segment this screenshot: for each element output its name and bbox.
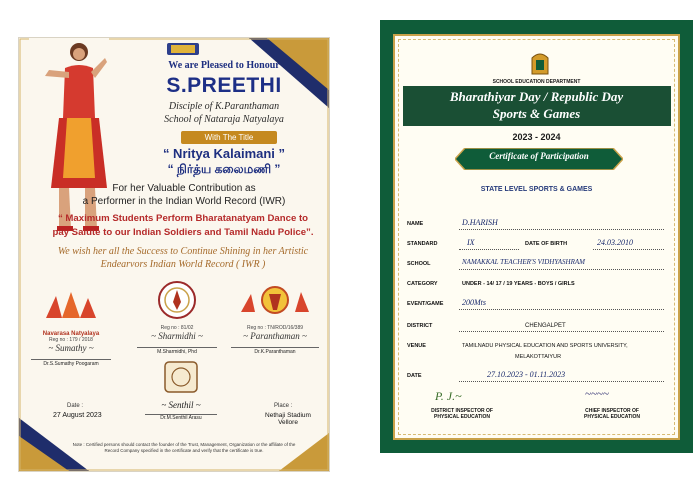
seal-logo-block: [137, 280, 217, 355]
sig-line: PHYSICAL EDUCATION: [584, 414, 640, 420]
event-label: EVENT/GAME: [407, 301, 444, 307]
date-label: Date :: [67, 403, 84, 409]
venue-value: TAMILNADU PHYSICAL EDUCATION AND SPORTS UNIVERSITY,: [462, 343, 628, 349]
dotted-line: [459, 269, 664, 270]
event-title: [395, 88, 678, 122]
navarasa-logo: [36, 288, 106, 326]
disciple-line: Disciple of K.Paranthaman: [168, 101, 280, 112]
signature-district-inspector: P. J.~: [435, 389, 462, 403]
signatory-name: Dr.K.Paranthaman: [231, 347, 319, 355]
signature-2: ~ Sharmidhi ~: [151, 331, 203, 341]
department-text: SCHOOL EDUCATION DEPARTMENT: [492, 79, 581, 85]
signature-chief-inspector: ~~~~: [585, 388, 609, 400]
contribution-line: a Performer in the Indian World Record (IWR): [82, 196, 286, 207]
sig-line: PHYSICAL EDUCATION: [434, 414, 490, 420]
place-line: Vellore: [278, 419, 298, 426]
record-line: pay Salute to our Indian Soldiers and Tamil Nadu Police”.: [52, 227, 314, 238]
standard-label: STANDARD: [407, 241, 438, 247]
logo-caption: Navarasa Natyalaya: [42, 331, 100, 337]
nataraja-logo: [237, 284, 313, 320]
place-line: Nethaji Stadium: [265, 412, 311, 419]
date-label: DATE: [407, 373, 422, 379]
dance-seal-icon: [157, 280, 197, 320]
dob-label: DATE OF BIRTH: [525, 241, 568, 247]
iwr-certificate: [18, 37, 330, 472]
nataraja-logo-block: [231, 284, 319, 355]
contribution-text: [39, 182, 329, 208]
tamilnadu-emblem-icon: [528, 48, 552, 76]
academic-year: 2023 - 2024: [512, 132, 561, 142]
dotted-line: [593, 249, 664, 250]
record-text: [33, 212, 330, 240]
award-title-english: “ Nritya Kalaimani ”: [162, 146, 286, 161]
honour-text: We are Pleased to Honour: [168, 60, 280, 71]
event-row: [407, 298, 667, 312]
logo-reg: Reg no : 81/02: [160, 325, 194, 331]
certificate-inner: [393, 34, 680, 440]
school-row: [407, 258, 667, 272]
logo-reg: Reg no : TN/ROD/16/389: [246, 325, 304, 331]
name-value: D.HARISH: [462, 218, 498, 227]
school-label: SCHOOL: [407, 261, 431, 267]
name-row: [407, 218, 667, 232]
place-label: Place :: [274, 403, 293, 409]
title-bar: With The Title: [181, 131, 277, 144]
logo-reg: Reg no : 179 / 2018: [49, 337, 93, 343]
dotted-line: [459, 229, 664, 230]
iwr-logo: [165, 41, 201, 57]
level-text: STATE LEVEL SPORTS & GAMES: [480, 186, 593, 193]
event-value: 200Mts: [462, 298, 486, 307]
wish-line: We wish her all the Success to Continue Shining in her Artistic: [57, 246, 309, 257]
award-title-tamil: “ நிர்த்ய கலைமணி ”: [167, 162, 281, 176]
place-value: [263, 412, 313, 426]
note-line: Note : Certified persons should contact the founder of the Trust, Management, Organization or the affiliate of the: [72, 442, 296, 447]
category-label: CATEGORY: [407, 281, 438, 287]
district-value: CHENGALPET: [525, 323, 566, 329]
category-row: [407, 278, 667, 292]
title-line: Sports & Games: [492, 106, 581, 121]
center-signatory: Dr.M.Senthil Arasu: [145, 414, 217, 421]
district-label: DISTRICT: [407, 323, 433, 329]
chief-inspector-label: [567, 408, 657, 420]
dotted-line: [459, 249, 519, 250]
signatory-name: M.Sharmidhi, Phd: [137, 347, 217, 355]
dob-value: 24.03.2010: [597, 238, 633, 247]
center-signature: ~ Senthil ~: [161, 400, 201, 410]
navarasa-logo-block: [31, 288, 111, 367]
school-line: School of Nataraja Natyalaya: [164, 114, 284, 125]
center-seal-icon: [163, 360, 199, 394]
note-text: [53, 442, 315, 454]
venue-row: [407, 340, 667, 364]
venue-label: VENUE: [407, 343, 426, 349]
record-line: “ Maximum Students Perform Bharatanatyam Dance to: [57, 213, 309, 224]
signature-1: ~ Sumathy ~: [48, 343, 94, 353]
standard-row: [407, 238, 667, 252]
standard-value: IX: [467, 238, 475, 247]
dotted-line: [459, 309, 664, 310]
dotted-line: [459, 381, 664, 382]
title-line: Bharathiyar Day / Republic Day: [449, 89, 624, 104]
category-value: UNDER - 14/ 17 / 19 YEARS - BOYS / GIRLS: [462, 281, 575, 287]
signatory-name: Dr.S.Sumathy Poogaram: [31, 359, 111, 367]
district-row: [407, 320, 667, 334]
disciple-text: [129, 100, 319, 126]
date-value: 27 August 2023: [53, 412, 102, 419]
dotted-line: [459, 331, 664, 332]
venue-value-2: MELAKOTTAIYUR: [515, 354, 562, 360]
school-value: NAMAKKAL TEACHER'S VIDHYASHRAM: [462, 258, 585, 266]
date-row: [407, 370, 667, 384]
district-inspector-label: [417, 408, 507, 420]
name-label: NAME: [407, 221, 424, 227]
sig-line: CHIEF INSPECTOR OF: [585, 408, 639, 414]
note-line: Record Company specified in the certificate and verify that the certificate is true.: [104, 448, 264, 453]
wish-line: Endearvors Indian World Record ( IWR ): [100, 259, 266, 270]
date-value: 27.10.2023 - 01.11.2023: [487, 370, 566, 379]
sig-line: DISTRICT INSPECTOR OF: [431, 408, 493, 414]
sports-certificate: [380, 20, 693, 453]
banner-text: Certificate of Participation: [489, 151, 589, 161]
signature-3: ~ Paranthaman ~: [243, 331, 307, 341]
wish-text: [33, 245, 330, 271]
recipient-name: S.PREETHI: [166, 74, 282, 97]
contribution-line: For her Valuable Contribution as: [112, 183, 256, 194]
